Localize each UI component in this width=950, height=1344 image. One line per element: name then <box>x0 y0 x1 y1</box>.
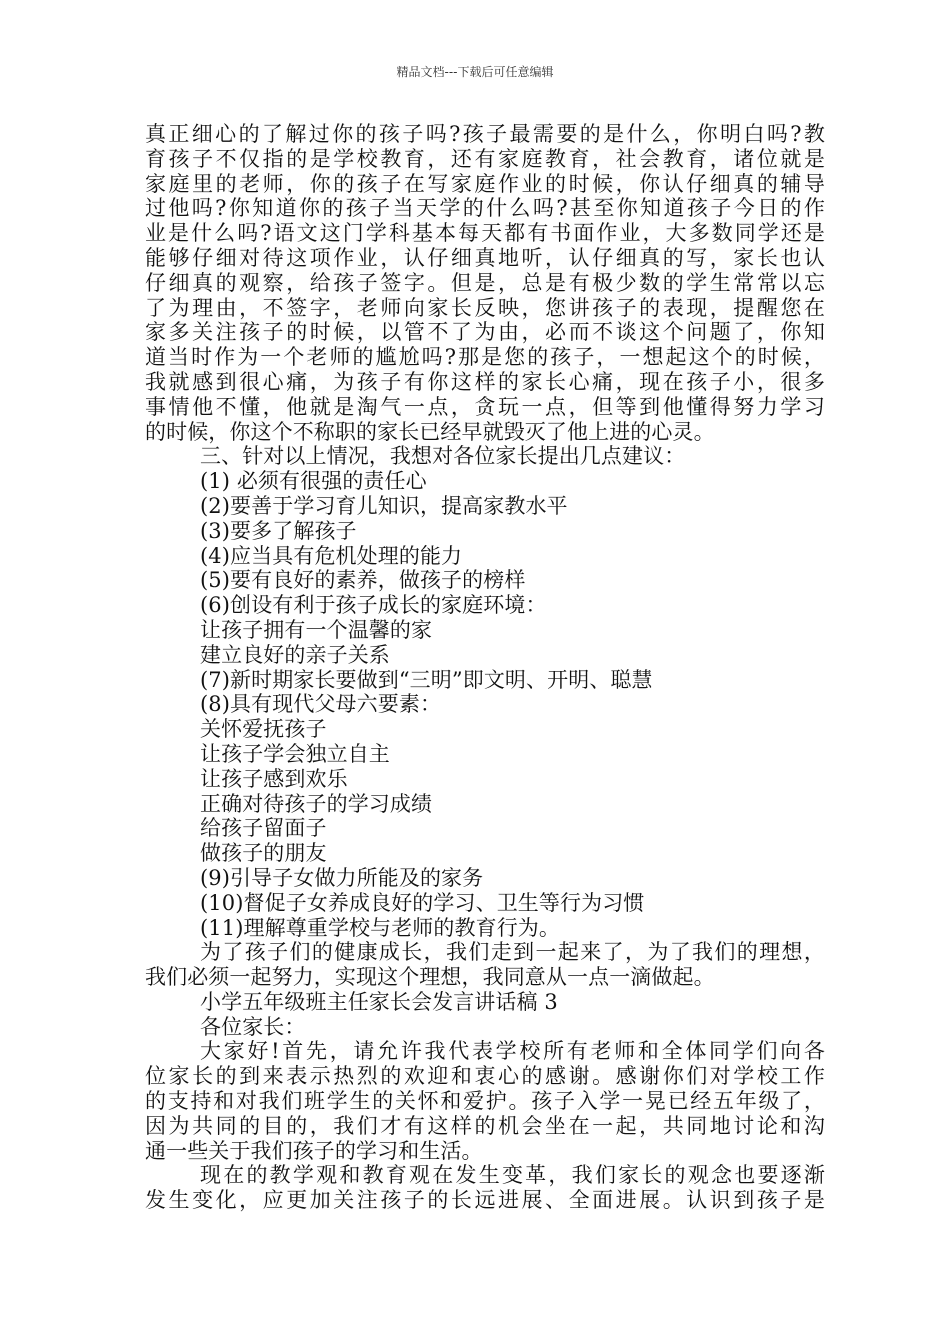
text-line: 我们必须一起努力，实现这个理想，我同意从一点一滴做起。 <box>145 965 715 990</box>
text-line: 育孩子不仅指的是学校教育，还有家庭教育，社会教育，诸位就是 <box>145 146 825 171</box>
text-line: 我就感到很心痛，为孩子有你这样的家长心痛，现在孩子小，很多 <box>145 369 825 394</box>
text-line: 过他吗?你知道你的孩子当天学的什么吗?甚至你知道孩子今日的作 <box>145 196 825 221</box>
text-line: 做孩子的朋友 <box>200 841 327 866</box>
text-line: 大家好!首先，请允许我代表学校所有老师和全体同学们向各 <box>200 1039 825 1064</box>
text-line: 现在的教学观和教育观在发生变革，我们家长的观念也要逐渐 <box>200 1163 825 1188</box>
text-line: 三、针对以上情况，我想对各位家长提出几点建议： <box>200 444 686 469</box>
text-line: 发生变化，应更加关注孩子的长远进展、全面进展。认识到孩子是 <box>145 1188 825 1213</box>
text-line: (10)督促子女养成良好的学习、卫生等行为习惯 <box>200 890 645 915</box>
text-line: (2)要善于学习育儿知识，提高家教水平 <box>200 493 568 518</box>
text-line: 各位家长： <box>200 1014 306 1039</box>
text-line: 给孩子留面子 <box>200 816 327 841</box>
text-line: (4)应当具有危机处理的能力 <box>200 543 463 568</box>
text-line: 让孩子感到欢乐 <box>200 766 348 791</box>
text-line: 小学五年级班主任家长会发言讲话稿 3 <box>200 989 558 1014</box>
text-line: (3)要多了解孩子 <box>200 518 357 543</box>
text-line: 家多关注孩子的时候，以管不了为由，必而不谈这个问题了，你知 <box>145 320 825 345</box>
text-line: 通一些关于我们孩子的学习和生活。 <box>145 1138 483 1163</box>
text-line: 的时候，你这个不称职的家长已经早就毁灭了他上进的心灵。 <box>145 419 715 444</box>
text-line: 关怀爱抚孩子 <box>200 717 327 742</box>
text-line: 为了孩子们的健康成长，我们走到一起来了，为了我们的理想， <box>200 940 825 965</box>
text-line: (11)理解尊重学校与老师的教育行为。 <box>200 915 561 940</box>
text-line: 真正细心的了解过你的孩子吗?孩子最需要的是什么，你明白吗?教 <box>145 122 825 146</box>
text-line: 让孩子拥有一个温馨的家 <box>200 617 433 642</box>
text-line: 事情他不懂，他就是淘气一点，贪玩一点，但等到他懂得努力学习 <box>145 394 825 419</box>
text-line: 了为理由，不签字，老师向家长反映，您讲孩子的表现，提醒您在 <box>145 295 825 320</box>
text-line: 仔细真的观察，给孩子签字。但是，总是有极少数的学生常常以忘 <box>145 270 825 295</box>
text-line: (1) 必须有很强的责任心 <box>200 469 427 494</box>
text-line: 位家长的到来表示热烈的欢迎和衷心的感谢。感谢你们对学校工作 <box>145 1064 825 1089</box>
text-line: (5)要有良好的素养，做孩子的榜样 <box>200 568 526 593</box>
text-line: 的支持和对我们班学生的关怀和爱护。孩子入学一晃已经五年级了， <box>145 1089 825 1114</box>
text-line: (9)引导子女做力所能及的家务 <box>200 865 484 890</box>
text-line: 能够仔细对待这项作业，认仔细真地听，认仔细真的写，家长也认 <box>145 245 825 270</box>
text-line: (6)创设有利于孩子成长的家庭环境： <box>200 593 547 618</box>
text-line: 道当时作为一个老师的尴尬吗?那是您的孩子，一想起这个的时候， <box>145 345 825 370</box>
text-line: (8)具有现代父母六要素： <box>200 692 442 717</box>
text-line: 业是什么吗?语文这门学科基本每天都有书面作业，大多数同学还是 <box>145 221 825 246</box>
document-body <box>145 122 825 1213</box>
text-line: 让孩子学会独立自主 <box>200 741 390 766</box>
text-line: 正确对待孩子的学习成绩 <box>200 791 433 816</box>
text-line: 家庭里的老师，你的孩子在写家庭作业的时候，你认仔细真的辅导 <box>145 171 825 196</box>
text-line: (7)新时期家长要做到“三明”即文明、开明、聪慧 <box>200 667 653 692</box>
text-line: 建立良好的亲子关系 <box>200 642 390 667</box>
text-line: 因为共同的目的，我们才有这样的机会坐在一起，共同地讨论和沟 <box>145 1113 825 1138</box>
page-header: 精品文档---下载后可任意编辑 <box>396 65 554 79</box>
